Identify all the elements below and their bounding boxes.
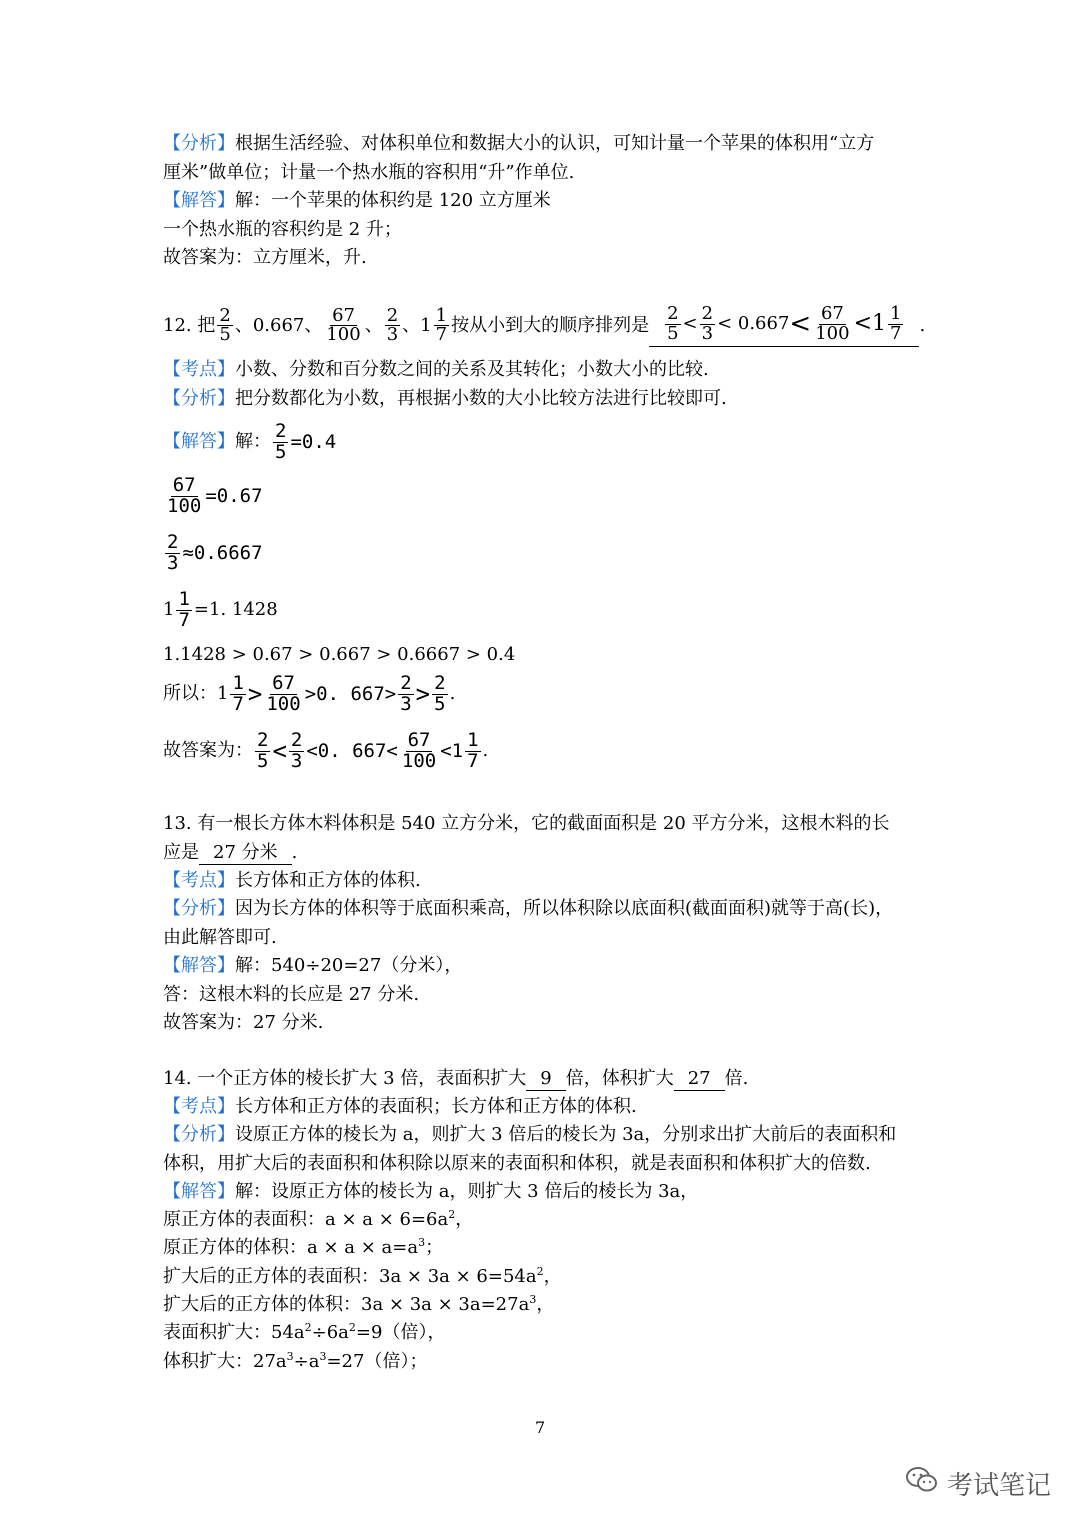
den: 3 — [290, 749, 303, 772]
den: 5 — [219, 324, 231, 346]
frac-67-100 — [264, 674, 302, 715]
den: 5 — [257, 749, 269, 772]
q13-jieda-line1 — [163, 957, 462, 975]
kaodian-tag: 【考点】 — [163, 359, 235, 380]
q12-so — [163, 674, 455, 715]
analysis-tag: 【分析】 — [163, 898, 235, 919]
ans-frac-2-3 — [700, 305, 715, 344]
period: . — [291, 842, 298, 863]
q11-answer-line3: 故答案为：立方厘米，升. — [163, 247, 367, 268]
q14-jieda-line4 — [163, 1265, 562, 1287]
jie: 解： — [235, 431, 271, 453]
t: =9（倍）， — [355, 1322, 446, 1343]
num: 1 — [890, 303, 902, 324]
q12-eq2 — [163, 476, 263, 517]
q14-jieda-line2 — [163, 1208, 474, 1230]
exp: 3 — [286, 1350, 294, 1363]
t: 原正方体的体积：a × a × a=a — [163, 1237, 419, 1258]
frac-1-7 — [176, 590, 191, 631]
frac-67-100 — [400, 731, 438, 772]
exp: 3 — [418, 1236, 426, 1249]
watermark-text: 考试笔记 — [947, 1471, 1052, 1501]
fraction-1-7 — [434, 304, 449, 346]
t: ÷a — [293, 1351, 320, 1372]
den: 100 — [326, 324, 361, 346]
lt-0667: < 0.667 — [717, 313, 790, 335]
num: 2 — [386, 304, 399, 326]
q14-jieda-line1 — [163, 1183, 698, 1201]
analysis-tag: 【分析】 — [163, 1124, 235, 1145]
den: 7 — [178, 608, 190, 631]
q12-answer-blank — [649, 305, 919, 347]
num: 1 — [467, 729, 479, 751]
kaodian-tag: 【考点】 — [163, 870, 235, 891]
num: 2 — [290, 729, 303, 751]
q12-eq4 — [163, 590, 278, 631]
t: 表面积扩大：54a — [163, 1322, 305, 1343]
q13-kaodian-text: 长方体和正方体的体积. — [235, 870, 421, 891]
q11-analysis-line2: 厘米”做单位；计量一个热水瓶的容积用“升”作单位. — [163, 162, 575, 183]
q12-eq3 — [163, 533, 263, 574]
q14-question — [163, 1070, 748, 1091]
lt: < — [682, 313, 698, 335]
q12-jieda-eq1 — [163, 422, 336, 463]
eq4-value: =1. 1428 — [193, 599, 278, 621]
fraction-2-5 — [217, 304, 232, 346]
exp: 2 — [304, 1321, 312, 1334]
den: 3 — [167, 551, 179, 574]
period: . — [482, 740, 489, 762]
den: 3 — [400, 692, 412, 715]
page-number: 7 — [535, 1418, 546, 1437]
q13-fenxi-text: 因为长方体的体积等于底面积乘高，所以体积除以底面积(截面面积)就等于高(长)， — [235, 898, 894, 919]
eq2-value: =0.67 — [205, 484, 263, 507]
q11-analysis-text1: 根据生活经验、对体积单位和数据大小的认识，可知计量一个苹果的体积用“立方 — [235, 133, 875, 154]
q12-fenxi — [163, 390, 727, 408]
wechat-icon — [905, 1465, 939, 1502]
q14-fenxi-text: 设原正方体的棱长为 a，则扩大 3 倍后的棱长为 3a，分别求出扩大前后的表面积和 — [235, 1124, 897, 1145]
q14-kaodian — [163, 1098, 637, 1116]
num: 1 — [232, 672, 244, 694]
suoyi: 所以： — [163, 683, 217, 705]
lt-big: < — [789, 309, 812, 340]
num: 67 — [332, 304, 355, 326]
den: 3 — [701, 322, 714, 344]
eq3-value: ≈0.6667 — [182, 541, 263, 564]
q13-jieda-line3: 故答案为：27 分米. — [163, 1012, 324, 1033]
lt-1: <1 — [853, 311, 887, 337]
period: . — [919, 314, 926, 336]
answer-tag: 【解答】 — [163, 1181, 235, 1202]
den: 5 — [667, 322, 679, 344]
q14-fenxi-line1 — [163, 1126, 896, 1144]
q12-ba: 把 — [197, 314, 216, 336]
num: 2 — [219, 304, 231, 326]
q14-answer-blank-1: 9 — [526, 1070, 565, 1091]
lt: < — [272, 737, 287, 766]
answer-tag: 【解答】 — [163, 955, 235, 976]
exp: 3 — [319, 1350, 327, 1363]
num: 2 — [701, 303, 714, 324]
q14-jieda-line6 — [163, 1321, 446, 1343]
num: 2 — [275, 420, 287, 442]
gt: > — [415, 680, 431, 709]
num: 67 — [820, 303, 844, 324]
t: ， — [543, 1266, 562, 1287]
q13-fenxi-line1 — [163, 900, 893, 918]
q12-sep1: 、0.667、 — [234, 314, 323, 336]
watermark — [905, 1465, 1051, 1502]
num: 67 — [407, 729, 431, 751]
q13-pre: 应是 — [163, 842, 199, 863]
so-int: 1 — [217, 683, 229, 705]
den: 5 — [434, 692, 446, 715]
q13-question-line1: 13. 有一根长方体木料体积是 540 立方分米，它的截面面积是 20 平方分米，这根木料的长 — [163, 813, 890, 834]
frac-2-3 — [165, 533, 180, 574]
q13-kaodian — [163, 872, 421, 890]
q13-question-line2 — [163, 844, 297, 865]
q12-number: 12. — [163, 314, 192, 336]
num: 1 — [178, 588, 190, 610]
q12-fenxi-text: 把分数都化为小数，再根据小数的大小比较方法进行比较即可. — [235, 388, 727, 409]
exp: 3 — [529, 1293, 537, 1306]
analysis-tag: 【分析】 — [163, 133, 235, 154]
num: 2 — [167, 531, 179, 553]
frac-2-3 — [398, 674, 413, 715]
q14-fenxi-line2: 体积，用扩大后的表面积和体积除以原来的表面积和体积，就是表面积和体积扩大的倍数. — [163, 1153, 871, 1174]
q12-sep2: 、 — [364, 314, 383, 336]
kaodian-tag: 【考点】 — [163, 1096, 235, 1117]
q14-jieda-text: 解：设原正方体的棱长为 a，则扩大 3 倍后的棱长为 3a， — [235, 1181, 699, 1202]
den: 7 — [467, 749, 479, 772]
lt-0667: <0. 667< — [306, 739, 398, 762]
exp: 2 — [348, 1321, 356, 1334]
q11-analysis-line1 — [163, 135, 874, 153]
den: 100 — [815, 322, 850, 344]
q12-kaodian-text: 小数、分数和百分数之间的关系及其转化；小数大小的比较. — [235, 359, 709, 380]
num: 1 — [435, 304, 448, 326]
q12-kaodian — [163, 361, 709, 379]
den: 7 — [435, 324, 448, 346]
t: 扩大后的正方体的体积：3a × 3a × 3a=27a — [163, 1294, 530, 1315]
guda: 故答案为： — [163, 740, 253, 762]
q13-jieda-text: 解：540÷20=27（分米）， — [235, 955, 463, 976]
answer-tag: 【解答】 — [163, 431, 235, 453]
t: ， — [455, 1209, 474, 1230]
analysis-tag: 【分析】 — [163, 388, 235, 409]
t: ， — [536, 1294, 555, 1315]
q13-answer-blank: 27 分米 — [199, 844, 292, 865]
eq4-int: 1 — [163, 599, 175, 621]
fraction-2-3 — [385, 304, 400, 346]
t: ÷6a — [311, 1322, 349, 1343]
period: . — [449, 683, 456, 705]
den: 100 — [401, 749, 437, 772]
frac-67-100 — [165, 476, 203, 517]
q14-jieda-line7 — [163, 1350, 428, 1372]
den: 100 — [167, 494, 202, 517]
q11-answer-line1 — [163, 192, 551, 210]
q14-kaodian-text: 长方体和正方体的表面积；长方体和正方体的体积. — [235, 1096, 637, 1117]
gt: > — [247, 680, 263, 709]
frac-2-3 — [289, 731, 304, 772]
frac-2-5 — [255, 731, 270, 772]
q12-text: 按从小到大的顺序排列是 — [451, 314, 650, 336]
frac-1-7 — [465, 731, 480, 772]
den: 3 — [386, 324, 399, 346]
q14-pre: 14. 一个正方体的棱长扩大 3 倍，表面积扩大 — [163, 1068, 527, 1089]
q14-end: 倍. — [724, 1068, 749, 1089]
frac-1-7 — [230, 674, 245, 715]
ans-frac-1-7 — [888, 305, 903, 344]
q14-mid: 倍，体积扩大 — [565, 1068, 674, 1089]
num: 67 — [272, 672, 295, 694]
ans-frac-67-100 — [813, 305, 851, 344]
q12-question — [163, 305, 925, 347]
answer-tag: 【解答】 — [163, 190, 235, 211]
frac-2-5 — [432, 674, 447, 715]
t: 扩大后的正方体的表面积：3a × 3a × 6=54a — [163, 1266, 537, 1287]
num: 2 — [400, 672, 412, 694]
q12-compare: 1.1428 > 0.67 > 0.667 > 0.6667 > 0.4 — [163, 644, 516, 665]
q11-answer-line2: 一个热水瓶的容积约是 2 升； — [163, 219, 402, 240]
t: 原正方体的表面积：a × a × 6=6a — [163, 1209, 449, 1230]
gt-0667: >0. 667> — [304, 682, 397, 705]
exp: 2 — [536, 1265, 544, 1278]
frac-2-5 — [273, 422, 288, 463]
t: =27（倍）； — [326, 1351, 428, 1372]
num: 2 — [667, 303, 679, 324]
den: 100 — [266, 692, 301, 715]
den: 7 — [232, 692, 244, 715]
num: 2 — [257, 729, 269, 751]
q14-answer-blank-2: 27 — [674, 1070, 725, 1091]
eq1-value: =0.4 — [290, 430, 337, 453]
q12-sep3: 、1 — [402, 314, 432, 336]
den: 7 — [890, 322, 902, 344]
t: 体积扩大：27a — [163, 1351, 287, 1372]
q12-final — [163, 731, 488, 772]
q14-jieda-line3 — [163, 1236, 444, 1258]
lt-1: <1 — [440, 739, 464, 762]
t: ； — [425, 1237, 444, 1258]
num: 2 — [434, 672, 446, 694]
exp: 2 — [448, 1208, 456, 1221]
q13-jieda-line2: 答：这根木料的长应是 27 分米. — [163, 984, 420, 1005]
fraction-67-100 — [324, 304, 362, 346]
den: 5 — [275, 440, 287, 463]
q13-fenxi-line2: 由此解答即可. — [163, 927, 277, 948]
q11-answer-text1: 解：一个苹果的体积约是 120 立方厘米 — [235, 190, 551, 211]
num: 67 — [172, 474, 196, 496]
ans-frac-2-5 — [665, 305, 680, 344]
q14-jieda-line5 — [163, 1293, 555, 1315]
